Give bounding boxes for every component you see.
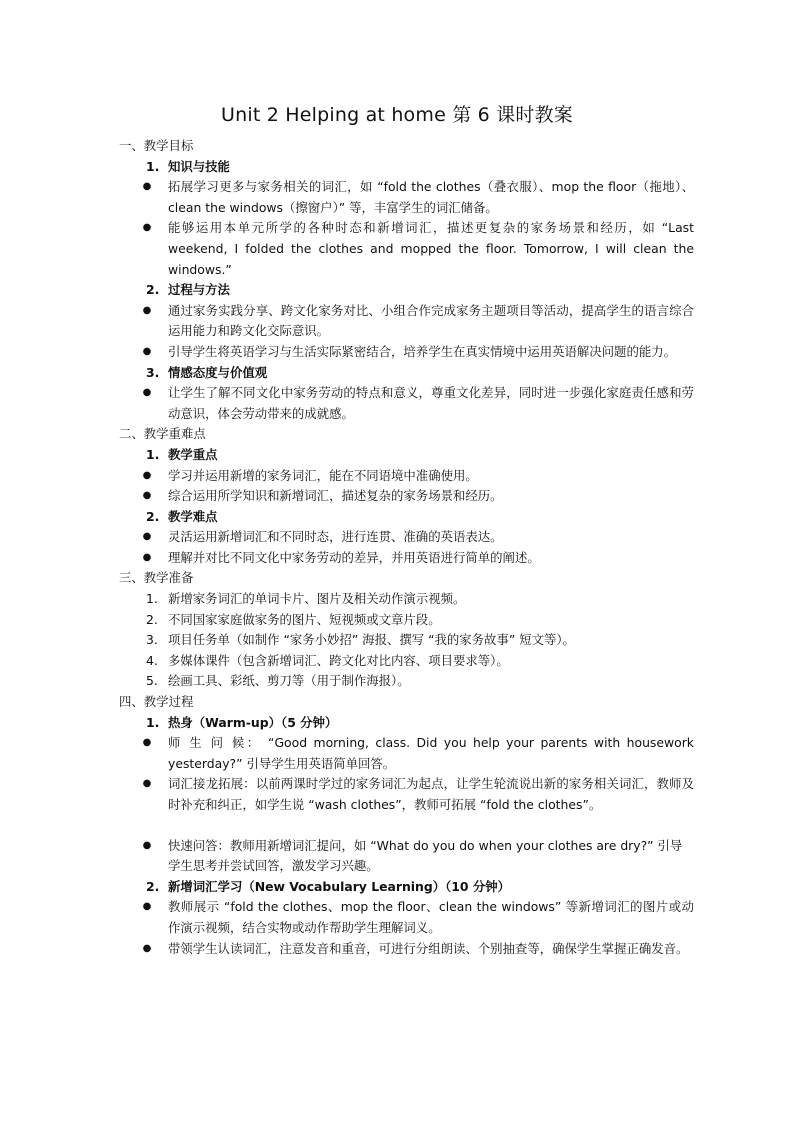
bullet-text: 词汇接龙拓展：以前两课时学过的家务词汇为起点，让学生轮流说出新的家务相关词汇，教师及时补充和纠正，如学生说 “wash clothes”，教师可拓展 “fold the clothes”。 xyxy=(168,776,694,812)
subheading-number: 1. xyxy=(146,714,160,730)
subheading-process-method xyxy=(146,280,694,301)
section-heading-objectives: 一、教学目标 xyxy=(119,138,194,153)
section-heading-preparation: 三、教学准备 xyxy=(119,570,194,586)
bullet-item xyxy=(119,218,694,280)
numbered-item xyxy=(119,651,694,672)
subheading-warm-up xyxy=(146,713,694,734)
bullet-icon: ● xyxy=(142,304,152,316)
subheading-teaching-focus xyxy=(146,445,694,466)
bullet-item xyxy=(119,527,694,548)
subheading-number: 3. xyxy=(146,364,160,380)
subheading-label: 过程与方法 xyxy=(168,282,230,298)
blank-line xyxy=(119,816,694,836)
bullet-icon: ● xyxy=(142,778,152,790)
bullet-item xyxy=(119,836,694,877)
bullet-text: 拓展学习更多与家务相关的词汇，如 “fold the clothes（叠衣服）、mop the floor（拖地）、clean the windows（擦窗户）” 等，丰富学生的词汇储备。 xyxy=(168,179,694,215)
item-text: 新增家务词汇的单词卡片、图片及相关动作演示视频。 xyxy=(168,591,466,607)
subheading-number: 1. xyxy=(146,158,160,174)
item-number: 3. xyxy=(146,632,158,648)
bullet-item xyxy=(119,939,694,960)
bullet-item xyxy=(119,301,694,342)
bullet-item xyxy=(119,177,694,218)
bullet-icon: ● xyxy=(142,942,152,954)
bullet-text: 灵活运用新增词汇和不同时态，进行连贯、准确的英语表达。 xyxy=(168,529,503,545)
subheading-number: 2. xyxy=(146,508,160,524)
bullet-text: 理解并对比不同文化中家务劳动的差异，并用英语进行简单的阐述。 xyxy=(168,549,540,565)
bullet-item xyxy=(119,466,694,487)
subheading-label: 新增词汇学习（New Vocabulary Learning）（10 分钟） xyxy=(168,878,511,894)
item-text: 多媒体课件（包含新增词汇、跨文化对比内容、项目要求等）。 xyxy=(168,652,509,668)
document-body xyxy=(119,136,694,959)
subheading-number: 2. xyxy=(146,282,160,298)
subheading-knowledge-skills xyxy=(146,157,694,178)
bullet-item xyxy=(119,897,694,938)
subheading-number: 1. xyxy=(146,446,160,462)
subheading-teaching-difficulty xyxy=(146,507,694,528)
document-title: Unit 2 Helping at home 第 6 课时教案 xyxy=(221,104,573,126)
bullet-icon: ● xyxy=(142,839,152,851)
item-number: 1. xyxy=(146,591,158,607)
bullet-item xyxy=(119,548,694,569)
bullet-text: 学习并运用新增的家务词汇，能在不同语境中准确使用。 xyxy=(168,467,478,483)
item-text: 项目任务单（如制作 “家务小妙招” 海报、撰写 “我的家务故事” 短文等）。 xyxy=(168,632,575,648)
subheading-label: 知识与技能 xyxy=(168,158,230,174)
item-text: 绘画工具、彩纸、剪刀等（用于制作海报）。 xyxy=(168,673,410,689)
section-heading-key-points: 二、教学重难点 xyxy=(119,426,206,442)
bullet-item xyxy=(119,486,694,507)
bullet-icon: ● xyxy=(142,531,152,543)
subheading-label: 热身（Warm-up）（5 分钟） xyxy=(168,714,338,730)
bullet-text: 师 生 问 候： “Good morning, class. Did you help your parents with housework yesterday?” 引导学生用英语简单回答。 xyxy=(168,735,694,771)
bullet-text: 让学生了解不同文化中家务劳动的特点和意义，尊重文化差异，同时进一步强化家庭责任感和劳动意识，体会劳动带来的成就感。 xyxy=(168,385,694,421)
subheading-new-vocabulary xyxy=(146,877,694,898)
bullet-icon: ● xyxy=(142,469,152,481)
numbered-item xyxy=(119,589,694,610)
numbered-item xyxy=(119,671,694,692)
bullet-icon: ● xyxy=(142,737,152,749)
subheading-label: 情感态度与价值观 xyxy=(168,364,268,380)
bullet-icon: ● xyxy=(142,490,152,502)
bullet-text: 教师展示 “fold the clothes、mop the floor、clean the windows” 等新增词汇的图片或动作演示视频，结合实物或动作帮助学生理解词义。 xyxy=(168,899,694,935)
bullet-text: 综合运用所学知识和新增词汇，描述复杂的家务场景和经历。 xyxy=(168,488,503,504)
bullet-text: 能够运用本单元所学的各种时态和新增词汇，描述更复杂的家务场景和经历，如 “Last weekend, I folded the clothes and mopped the floor. Tomorrow, I will clean the windows.” xyxy=(168,220,694,277)
item-number: 4. xyxy=(146,652,158,668)
subheading-number: 2. xyxy=(146,878,160,894)
bullet-icon: ● xyxy=(142,345,152,357)
bullet-item xyxy=(119,342,694,363)
item-number: 5. xyxy=(146,673,158,689)
section-heading-process: 四、教学过程 xyxy=(119,694,194,710)
bullet-icon: ● xyxy=(142,222,152,234)
bullet-text: 引导学生将英语学习与生活实际紧密结合，培养学生在真实情境中运用英语解决问题的能力。 xyxy=(168,343,677,359)
numbered-item xyxy=(119,630,694,651)
item-text: 不同国家家庭做家务的图片、短视频或文章片段。 xyxy=(168,611,441,627)
bullet-text: 带领学生认读词汇，注意发音和重音，可进行分组朗读、个别抽查等，确保学生掌握正确发音。 xyxy=(168,940,689,956)
item-number: 2. xyxy=(146,611,158,627)
bullet-item xyxy=(119,733,694,774)
bullet-icon: ● xyxy=(142,387,152,399)
subheading-attitude-values xyxy=(146,363,694,384)
bullet-item xyxy=(119,383,694,424)
bullet-item xyxy=(119,774,694,815)
bullet-icon: ● xyxy=(142,901,152,913)
bullet-text: 通过家务实践分享、跨文化家务对比、小组合作完成家务主题项目等活动，提高学生的语言综合运用能力和跨文化交际意识。 xyxy=(168,302,694,339)
subheading-label: 教学重点 xyxy=(168,446,218,462)
bullet-text: 快速问答：教师用新增词汇提问，如 “What do you do when your clothes are dry?” 引导学生思考并尝试回答，激发学习兴趣。 xyxy=(168,837,683,874)
numbered-item xyxy=(119,610,694,631)
bullet-icon: ● xyxy=(142,551,152,563)
subheading-label: 教学难点 xyxy=(168,508,218,524)
bullet-icon: ● xyxy=(142,181,152,193)
